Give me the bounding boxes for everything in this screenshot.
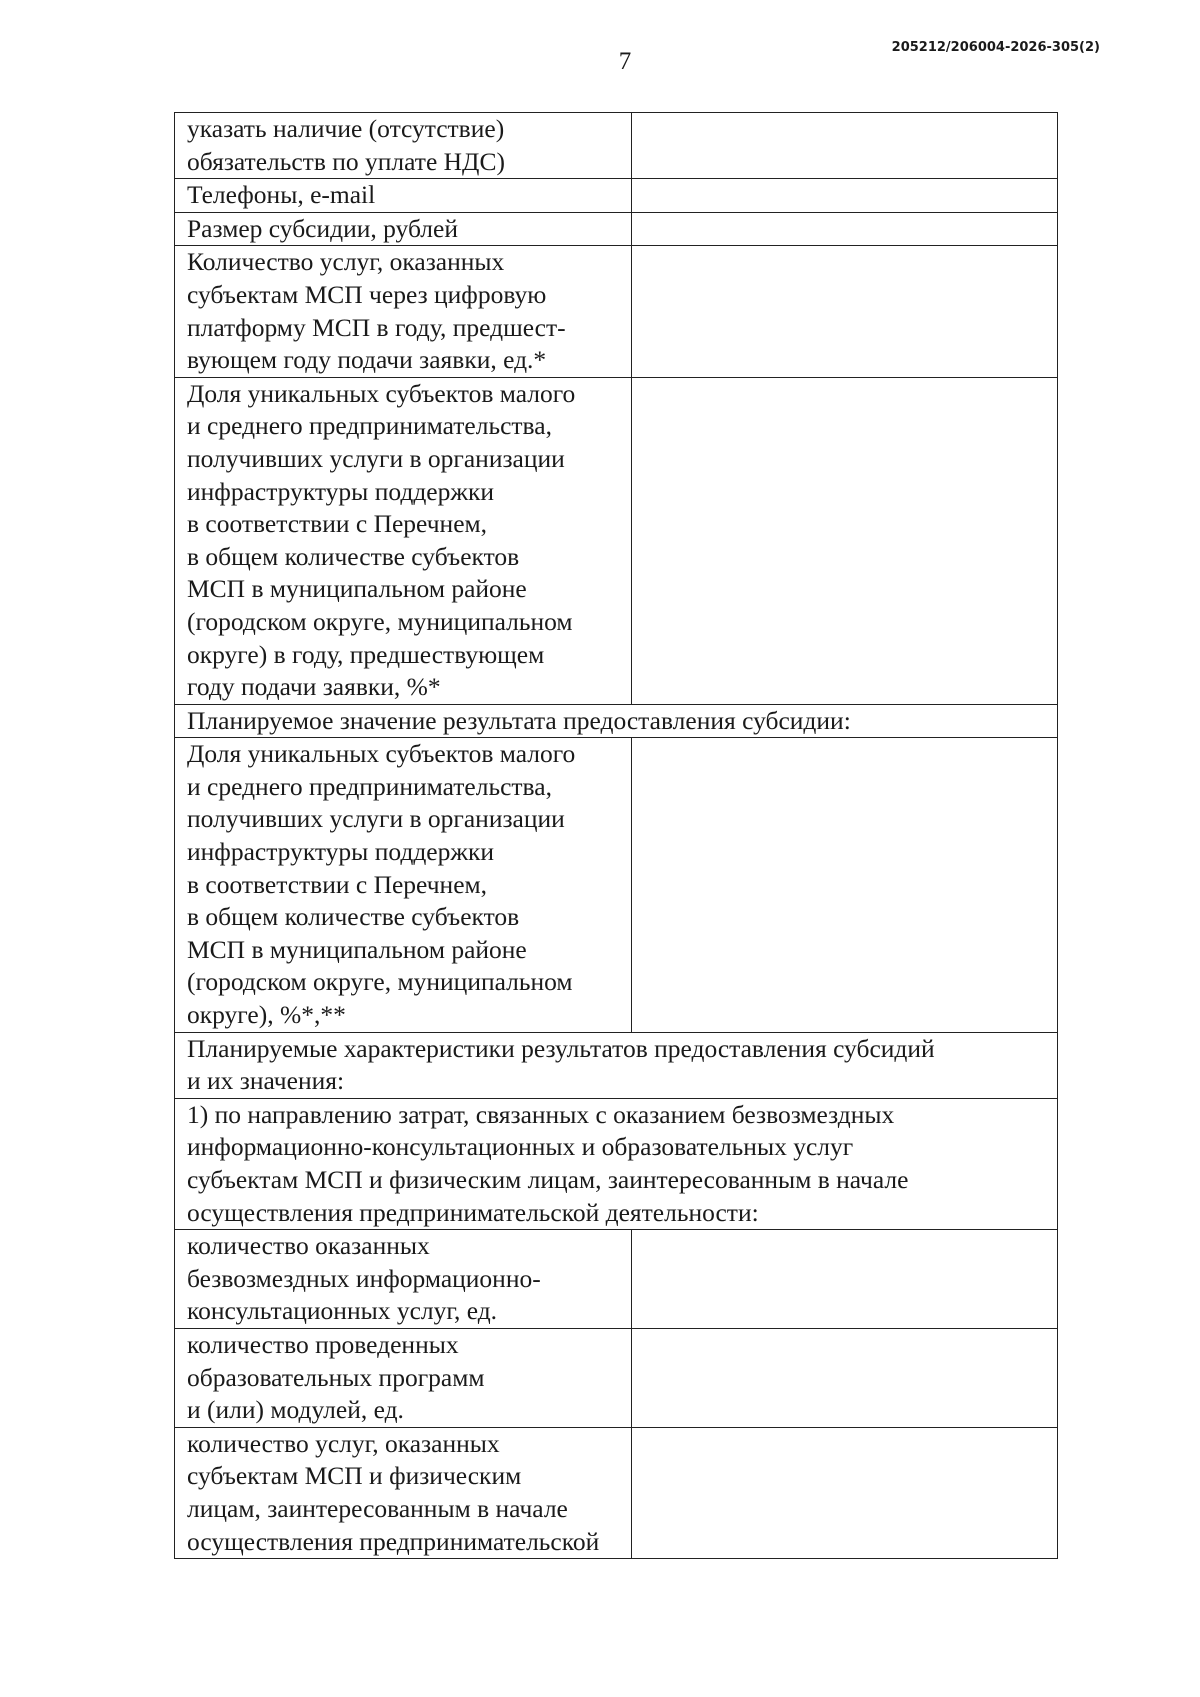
- table-row: [175, 738, 1058, 1032]
- table-row: [175, 1427, 1058, 1558]
- field-value-cell[interactable]: [632, 179, 1058, 213]
- field-label-cell: указать наличие (отсутствие) обязательств по уплате НДС): [175, 113, 632, 179]
- application-form-table: [174, 112, 1058, 1559]
- table-row: [175, 1328, 1058, 1427]
- field-value-cell[interactable]: [632, 1427, 1058, 1558]
- field-label-cell: количество услуг, оказанных субъектам МСП и физическим лицам, заинтересованным в начале осуществления предпринимательской: [175, 1427, 632, 1558]
- field-value-cell[interactable]: [632, 113, 1058, 179]
- field-value-cell[interactable]: [632, 212, 1058, 246]
- field-label-cell: Телефоны, e-mail: [175, 179, 632, 213]
- table-row: [175, 246, 1058, 377]
- field-value-cell[interactable]: [632, 246, 1058, 377]
- field-label-cell: Доля уникальных субъектов малого и среднего предпринимательства, получивших услуги в организации инфраструктуры поддержки в соответствии с Перечнем, в общем количестве субъектов МСП в муниципальном районе (городском округе, муниципальном округе) в году, предшествующем году подачи заявки, %*: [175, 377, 632, 704]
- field-label-cell: Доля уникальных субъектов малого и среднего предпринимательства, получивших услуги в организации инфраструктуры поддержки в соответствии с Перечнем, в общем количестве субъектов МСП в муниципальном районе (городском округе, муниципальном округе), %*,**: [175, 738, 632, 1032]
- page-number: 7: [618, 48, 632, 75]
- section-heading-cell: Планируемые характеристики результатов предоставления субсидий и их значения:: [175, 1032, 1058, 1098]
- field-label-cell: количество проведенных образовательных программ и (или) модулей, ед.: [175, 1328, 632, 1427]
- field-value-cell[interactable]: [632, 738, 1058, 1032]
- field-label-cell: Количество услуг, оказанных субъектам МСП через цифровую платформу МСП в году, предшест- вующем году подачи заявки, ед.*: [175, 246, 632, 377]
- table-row: [175, 377, 1058, 704]
- table-row: [175, 113, 1058, 179]
- field-value-cell[interactable]: [632, 1328, 1058, 1427]
- table-section-row: [175, 1098, 1058, 1229]
- field-label-cell: количество оказанных безвозмездных информационно- консультационных услуг, ед.: [175, 1230, 632, 1329]
- table-row: [175, 212, 1058, 246]
- document-code: 205212/206004-2026-305(2): [891, 40, 1100, 55]
- section-heading-cell: 1) по направлению затрат, связанных с оказанием безвозмездных информационно-консультационных и образовательных услуг субъектам МСП и физическим лицам, заинтересованным в начале осуществления предпринимательской деятельности:: [175, 1098, 1058, 1229]
- table-row: [175, 179, 1058, 213]
- section-heading-cell: Планируемое значение результата предоставления субсидии:: [175, 704, 1058, 738]
- field-value-cell[interactable]: [632, 377, 1058, 704]
- table-section-row: [175, 1032, 1058, 1098]
- table-row: [175, 1230, 1058, 1329]
- field-value-cell[interactable]: [632, 1230, 1058, 1329]
- table-section-row: [175, 704, 1058, 738]
- field-label-cell: Размер субсидии, рублей: [175, 212, 632, 246]
